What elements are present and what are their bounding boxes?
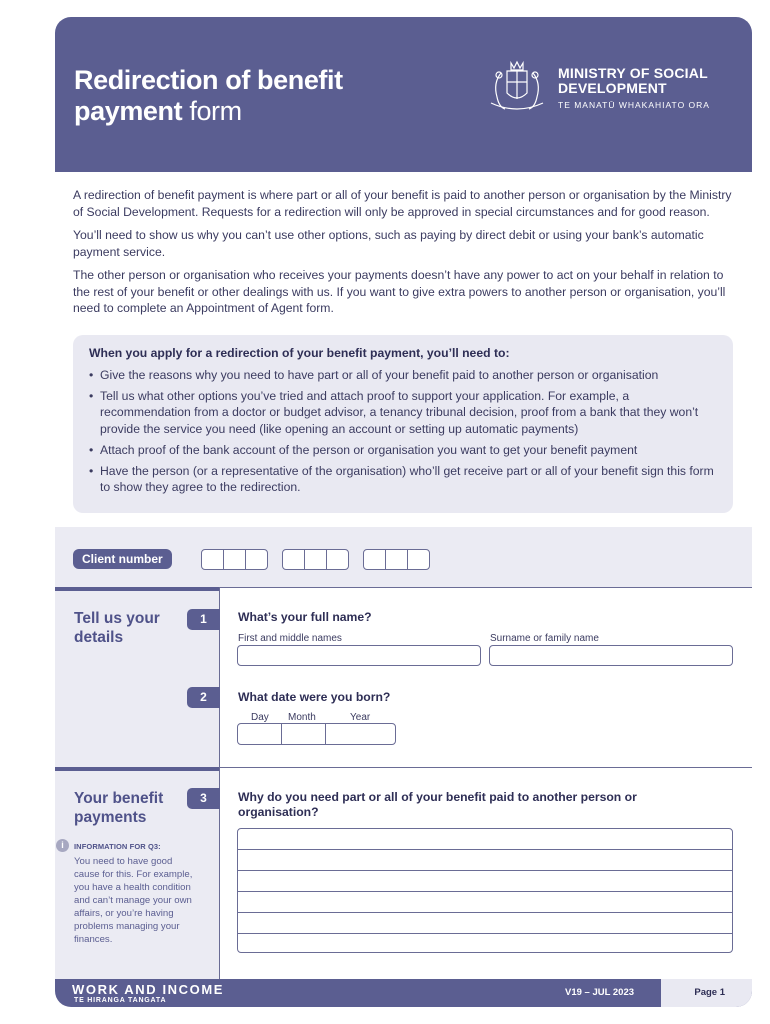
list-item: • Attach proof of the bank account of the person or organisation you want to get your benefit payment (89, 442, 719, 458)
intro-paragraph-1: A redirection of benefit payment is where part or all of your benefit is paid to another person or organisation by the Ministry of Social Development. Requests for a redirection will only be approved in special circumstances and for good reason. (73, 188, 732, 219)
reason-answer-field[interactable] (237, 828, 733, 953)
question-number-1: 1 (187, 609, 220, 630)
title-line-2-light: form (189, 96, 242, 126)
section-divider (55, 767, 220, 771)
info-text: You need to have good cause for this. For example, you have a health condition and can’t manage your own affairs, or you’re having problems managing your finances. (74, 856, 193, 945)
ministry-name-line1: MINISTRY OF SOCIAL (558, 65, 708, 81)
coat-of-arms-icon (487, 59, 547, 115)
footer-bar (55, 979, 752, 1007)
first-names-field[interactable] (237, 645, 481, 666)
question-3-text: Why do you need part or all of your benefit paid to another person or organisation? (238, 790, 637, 819)
requirements-panel (73, 335, 733, 513)
client-number-box-3[interactable] (363, 549, 430, 570)
list-item: • Have the person (or a representative of the organisation) who’ll get receive part or all of your benefit sign this form to show they agree to the redirection. (89, 463, 719, 495)
section-divider (220, 587, 752, 588)
surname-label: Surname or family name (490, 633, 599, 644)
dob-day-label: Day (251, 712, 269, 723)
intro-paragraph-3: The other person or organisation who receives your payments doesn’t have any power to act on your behalf in relation to the rest of your benefit or other dealings with us. If you want to give extra powers to another person or organisation, you’ll need to complete an Appointment of Agent form. (73, 268, 726, 315)
section-title-line1: Tell us your (74, 610, 160, 627)
question-2-text: What date were you born? (238, 690, 391, 704)
title-line-1: Redirection of benefit (74, 65, 343, 95)
ministry-maori-name: TE MANATŪ WHAKAHIATO ORA (558, 100, 710, 110)
question-number-2: 2 (187, 687, 220, 708)
section-divider (55, 587, 220, 591)
first-names-label: First and middle names (238, 633, 342, 644)
question-number-3: 3 (187, 788, 220, 809)
section-title-payments (74, 789, 163, 827)
list-item: • Tell us what other options you’ve tried and attach proof to support your application. For example, a recommendation from a doctor or budget advisor, a tenancy tribunal decision, proof from a bank that they won’t provide the service you need (like opening an account or setting up automatic payments) (89, 388, 719, 437)
section-title-line1: Your benefit (74, 790, 164, 807)
form-version: V19 – JUL 2023 (565, 987, 635, 998)
requirements-heading: When you apply for a redirection of your benefit payment, you’ll need to: (89, 346, 510, 360)
dob-month-box[interactable] (282, 724, 325, 744)
requirements-list (89, 367, 719, 495)
dob-year-box[interactable] (326, 724, 395, 744)
client-number-label: Client number (73, 549, 172, 569)
ministry-name-line2: DEVELOPMENT (558, 80, 667, 96)
section-title-line2: details (74, 629, 124, 646)
form-title (74, 65, 343, 127)
section-divider (220, 767, 752, 768)
section-title-line2: payments (74, 809, 147, 826)
dob-year-label: Year (350, 712, 371, 723)
info-icon: i (56, 839, 69, 852)
question-1-text: What’s your full name? (238, 610, 372, 624)
ministry-logo-text (558, 66, 710, 110)
client-number-box-1[interactable] (201, 549, 268, 570)
info-heading: INFORMATION FOR Q3: (74, 842, 161, 851)
page-number: Page 1 (661, 979, 752, 1007)
client-number-band (55, 527, 752, 587)
title-line-2-bold: payment (74, 96, 183, 126)
work-and-income-maori: TE HIRANGA TANGATA (74, 997, 167, 1004)
header-banner (55, 17, 752, 172)
dob-day-box[interactable] (238, 724, 282, 744)
dob-month-label: Month (288, 712, 316, 723)
intro-text (73, 187, 735, 324)
list-item: • Give the reasons why you need to have part or all of your benefit paid to another person or organisation (89, 367, 719, 383)
intro-paragraph-2: You’ll need to show us why you can’t use other options, such as paying by direct debit or using your bank’s automatic payment service. (73, 228, 704, 259)
form-page (55, 17, 752, 1007)
section-title-details (74, 609, 160, 647)
client-number-box-2[interactable] (282, 549, 349, 570)
date-of-birth-field[interactable] (237, 723, 396, 745)
work-and-income-logo: WORK AND INCOME (72, 982, 225, 997)
surname-field[interactable] (489, 645, 733, 666)
